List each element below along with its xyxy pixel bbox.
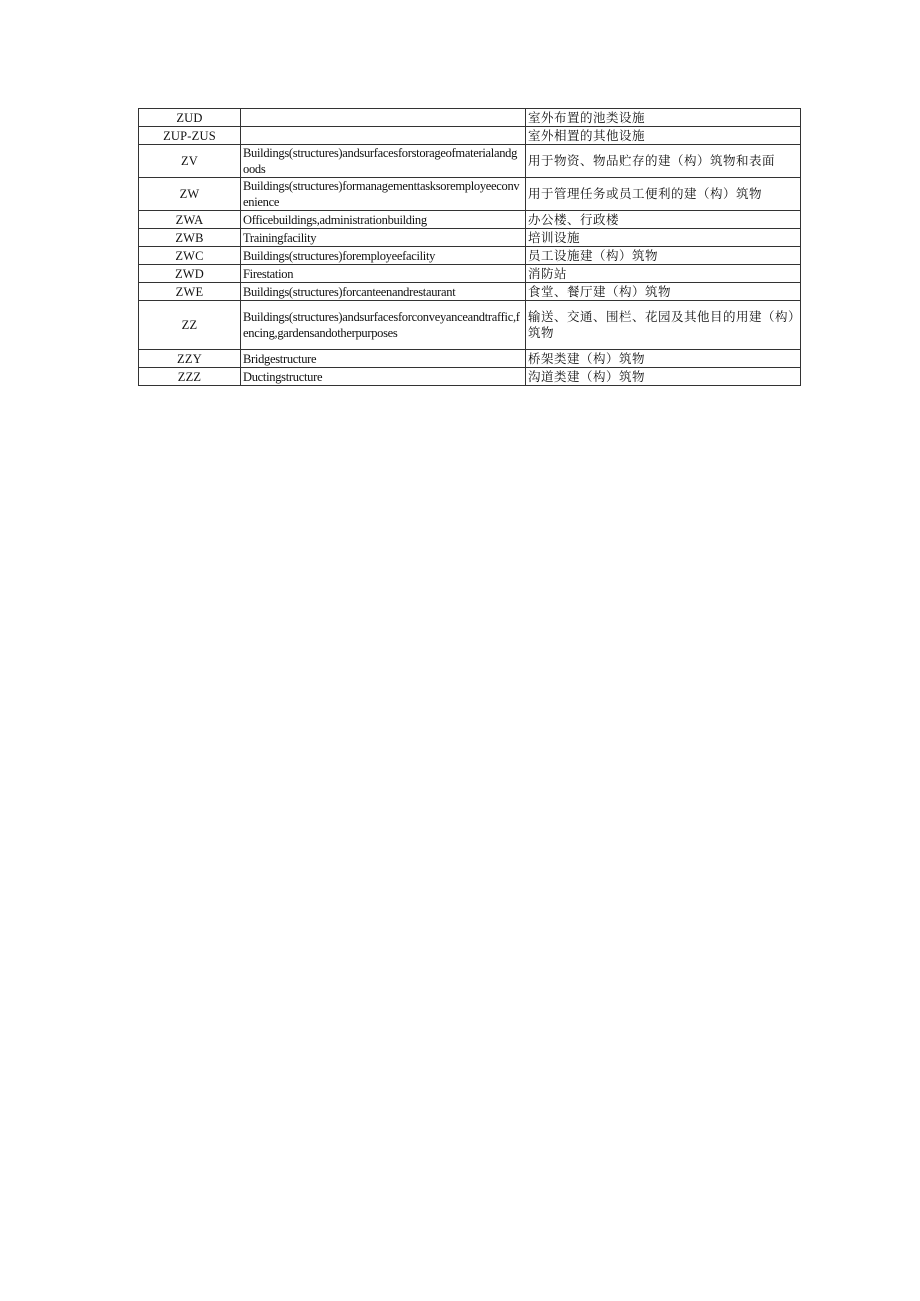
table-row: [139, 247, 801, 265]
chinese-description-cell: 输送、交通、围栏、花园及其他目的用建（构）筑物: [526, 301, 801, 350]
chinese-description-cell: 培训设施: [526, 229, 801, 247]
table-row: [139, 265, 801, 283]
chinese-description-cell: 消防站: [526, 265, 801, 283]
english-description-cell: Firestation: [241, 265, 526, 283]
table-row: [139, 145, 801, 178]
english-description-cell: Ductingstructure: [241, 368, 526, 386]
english-description-cell: Buildings(structures)forcanteenandrestaurant: [241, 283, 526, 301]
code-cell: ZWD: [139, 265, 241, 283]
chinese-description-cell: 室外布置的池类设施: [526, 109, 801, 127]
english-description-cell: Buildings(structures)formanagementtasksoremployeeconvenience: [241, 178, 526, 211]
english-description-cell: Buildings(structures)andsurfacesforstorageofmaterialandgoods: [241, 145, 526, 178]
english-description-cell: [241, 109, 526, 127]
table-row: [139, 283, 801, 301]
code-cell: ZWA: [139, 211, 241, 229]
table-row: [139, 211, 801, 229]
chinese-description-cell: 用于物资、物品贮存的建（构）筑物和表面: [526, 145, 801, 178]
chinese-description-cell: 沟道类建（构）筑物: [526, 368, 801, 386]
chinese-description-cell: 办公楼、行政楼: [526, 211, 801, 229]
code-cell: ZV: [139, 145, 241, 178]
code-cell: ZWB: [139, 229, 241, 247]
code-cell: ZWC: [139, 247, 241, 265]
chinese-description-cell: 桥架类建（构）筑物: [526, 350, 801, 368]
chinese-description-cell: 员工设施建（构）筑物: [526, 247, 801, 265]
table-row: [139, 301, 801, 350]
code-cell: ZUD: [139, 109, 241, 127]
english-description-cell: Trainingfacility: [241, 229, 526, 247]
english-description-cell: [241, 127, 526, 145]
english-description-cell: Buildings(structures)foremployeefacility: [241, 247, 526, 265]
table-row: [139, 178, 801, 211]
table-row: [139, 109, 801, 127]
code-cell: ZZZ: [139, 368, 241, 386]
classification-code-table: [138, 108, 801, 386]
english-description-cell: Bridgestructure: [241, 350, 526, 368]
table-row: [139, 229, 801, 247]
code-cell: ZZ: [139, 301, 241, 350]
chinese-description-cell: 用于管理任务或员工便利的建（构）筑物: [526, 178, 801, 211]
table-row: [139, 350, 801, 368]
code-cell: ZW: [139, 178, 241, 211]
table-row: [139, 368, 801, 386]
english-description-cell: Officebuildings,administrationbuilding: [241, 211, 526, 229]
chinese-description-cell: 食堂、餐厅建（构）筑物: [526, 283, 801, 301]
code-cell: ZZY: [139, 350, 241, 368]
chinese-description-cell: 室外相置的其他设施: [526, 127, 801, 145]
code-cell: ZWE: [139, 283, 241, 301]
english-description-cell: Buildings(structures)andsurfacesforconveyanceandtraffic,fencing,gardensandotherpurposes: [241, 301, 526, 350]
table-row: [139, 127, 801, 145]
code-cell: ZUP-ZUS: [139, 127, 241, 145]
